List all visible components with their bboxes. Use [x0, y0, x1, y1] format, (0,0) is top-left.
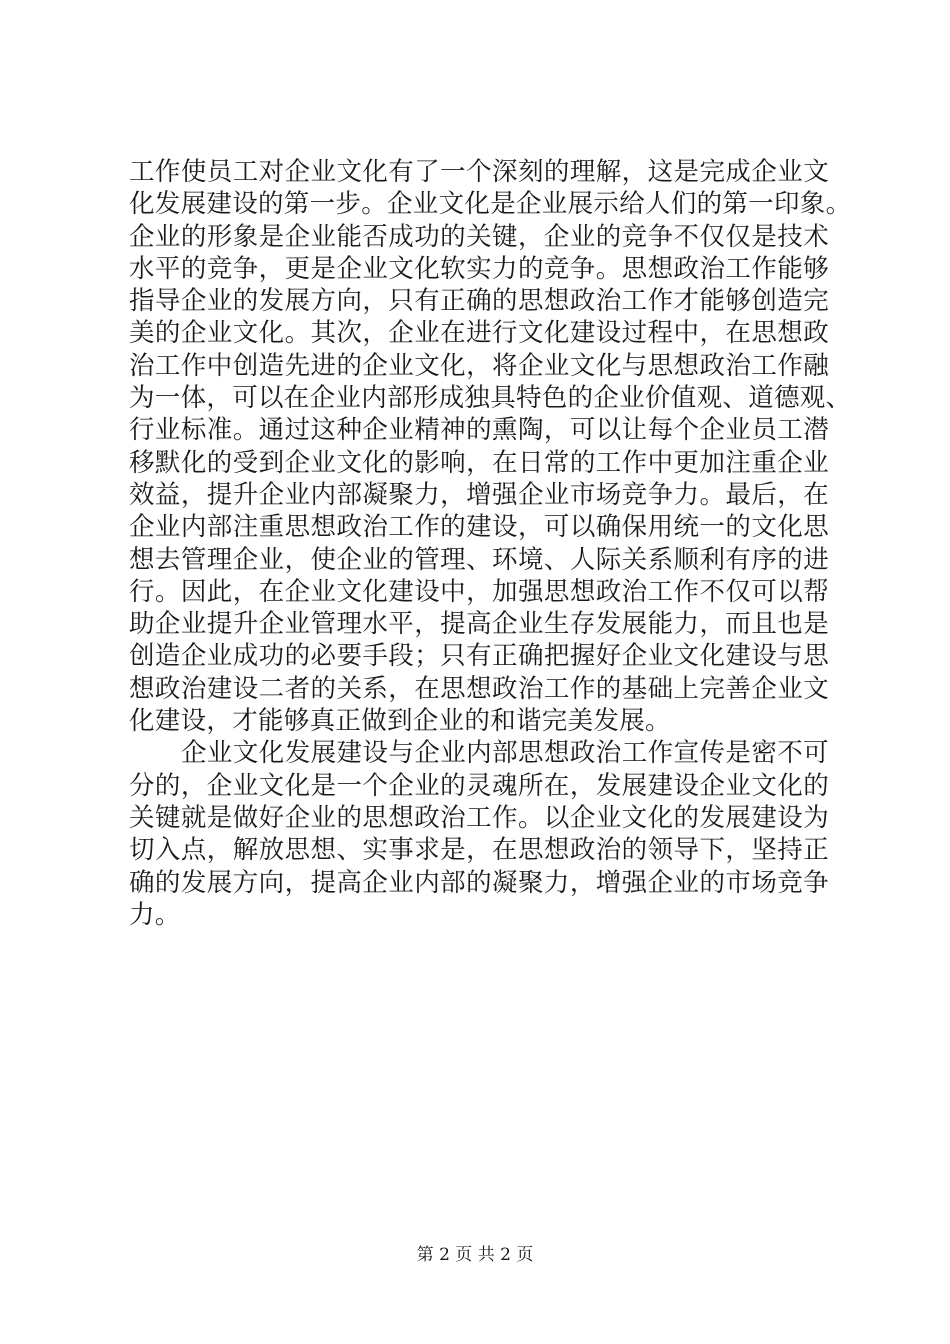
- text-line: 企业的形象是企业能否成功的关键，企业的竞争不仅仅是技术: [129, 221, 829, 252]
- text-line: 确的发展方向，提高企业内部的凝聚力，增强企业的市场竞争: [129, 867, 829, 898]
- text-line: 化建设，才能够真正做到企业的和谐完美发展。: [129, 706, 671, 737]
- text-line: 指导企业的发展方向，只有正确的思想政治工作才能够创造完: [129, 286, 829, 317]
- text-line: 助企业提升企业管理水平，提高企业生存发展能力，而且也是: [129, 609, 829, 640]
- text-line: 工作使员工对企业文化有了一个深刻的理解，这是完成企业文: [129, 157, 829, 187]
- text-line: 行。因此，在企业文化建设中，加强思想政治工作不仅可以帮: [129, 576, 829, 607]
- text-line: 治工作中创造先进的企业文化，将企业文化与思想政治工作融: [129, 350, 829, 381]
- text-line: 想去管理企业，使企业的管理、环境、人际关系顺利有序的进: [129, 544, 829, 575]
- text-line: 移默化的受到企业文化的影响，在日常的工作中更加注重企业: [129, 447, 829, 478]
- text-line: 美的企业文化。其次，企业在进行文化建设过程中，在思想政: [129, 318, 829, 349]
- page-number-footer: 第 2 页 共 2 页: [416, 1245, 534, 1265]
- body-text: [129, 156, 852, 931]
- text-line: 行业标准。通过这种企业精神的熏陶，可以让每个企业员工潜: [129, 415, 829, 446]
- text-line: 力。: [129, 899, 181, 930]
- text-line: 创造企业成功的必要手段；只有正确把握好企业文化建设与思: [129, 641, 829, 672]
- text-line: 分的，企业文化是一个企业的灵魂所在，发展建设企业文化的: [129, 770, 829, 801]
- text-line: 为一体，可以在企业内部形成独具特色的企业价值观、道德观、: [129, 383, 852, 414]
- text-line: 企业内部注重思想政治工作的建设，可以确保用统一的文化思: [129, 512, 829, 543]
- text-line: 切入点，解放思想、实事求是，在思想政治的领导下，坚持正: [129, 835, 829, 866]
- text-line: 企业文化发展建设与企业内部思想政治工作宣传是密不可: [181, 738, 829, 769]
- text-line: 效益，提升企业内部凝聚力，增强企业市场竞争力。最后，在: [129, 479, 829, 510]
- text-line: 关键就是做好企业的思想政治工作。以企业文化的发展建设为: [129, 802, 829, 833]
- text-line: 想政治建设二者的关系，在思想政治工作的基础上完善企业文: [129, 673, 829, 704]
- text-line: 水平的竞争，更是企业文化软实力的竞争。思想政治工作能够: [129, 253, 829, 284]
- text-line: 化发展建设的第一步。企业文化是企业展示给人们的第一印象。: [129, 189, 852, 220]
